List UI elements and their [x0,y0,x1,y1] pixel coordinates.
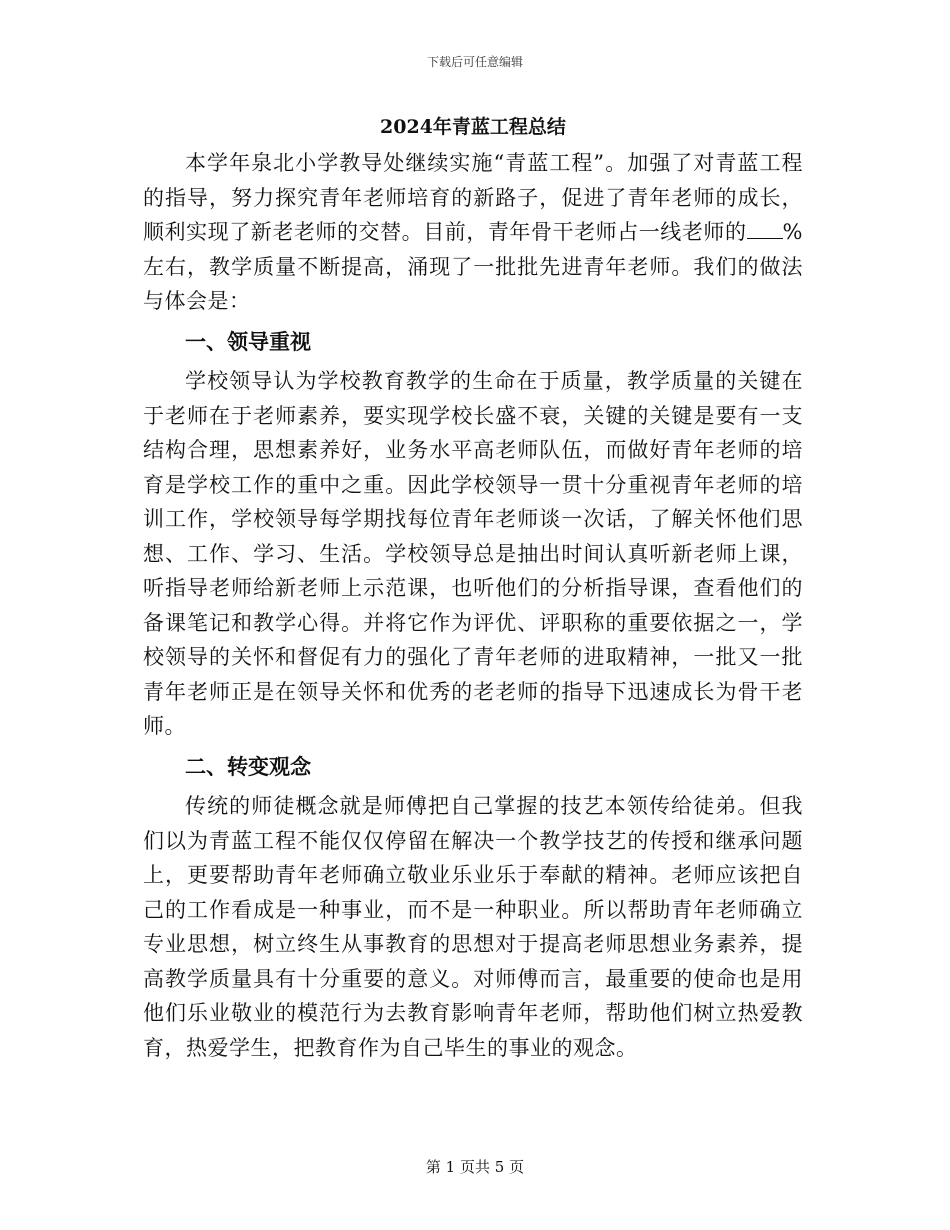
section-heading-leadership: 一、领导重视 [185,328,311,354]
section-body-mindset: 传统的师徒概念就是师傅把自己掌握的技艺本领传给徒弟。但我们以为青蓝工程不能仅仅停留在解决一个教学技艺的传授和继承问题上，更要帮助青年老师确立敬业乐业乐于奉献的精神。老师应该把自己的工作看成是一种事业，而不是一种职业。所以帮助青年老师确立专业思想，树立终生从事教育的思想对于提高老师思想业务素养，提高教学质量具有十分重要的意义。对师傅而言，最重要的使命也是用他们乐业敬业的模范行为去教育影响青年老师，帮助他们树立热爱教育，热爱学生，把教育作为自己毕生的事业的观念。 [143,794,803,1060]
section-body-leadership: 学校领导认为学校教育教学的生命在于质量，教学质量的关键在于老师在于老师素养，要实现学校长盛不衰，关键的关键是要有一支结构合理，思想素养好，业务水平高老师队伍，而做好青年老师的培育是学校工作的重中之重。因此学校领导一贯十分重视青年老师的培训工作，学校领导每学期找每位青年老师谈一次话，了解关怀他们思想、工作、学习、生活。学校领导总是抽出时间认真听新老师上课，听指导老师给新老师上示范课，也听他们的分析指导课，查看他们的备课笔记和教学心得。并将它作为评优、评职称的重要依据之一，学校领导的关怀和督促有力的强化了青年老师的进取精神，一批又一批青年老师正是在领导关怀和优秀的老老师的指导下迅速成长为骨干老师。 [143,369,803,738]
document-title: 2024年青蓝工程总结 [380,116,566,138]
document-body [143,112,803,1065]
intro-paragraph [143,146,803,319]
section-heading-mindset: 二、转变观念 [185,753,311,779]
fill-in-blank [747,238,783,239]
page-header-note: 下载后可任意编辑 [426,55,523,69]
intro-text-part1: 本学年泉北小学教导处继续实施“青蓝工程”。加强了对青蓝工程的指导，努力探究青年老师培育的新路子，促进了青年老师的成长，顺利实现了新老老师的交替。目前，青年骨干老师占一线老师的 [143,151,803,244]
page-number: 第 1 页共 5 页 [425,1158,525,1176]
intro-text-part2: %左右，教学质量不断提高，涌现了一批批先进青年老师。我们的做法与体会是： [143,220,803,313]
